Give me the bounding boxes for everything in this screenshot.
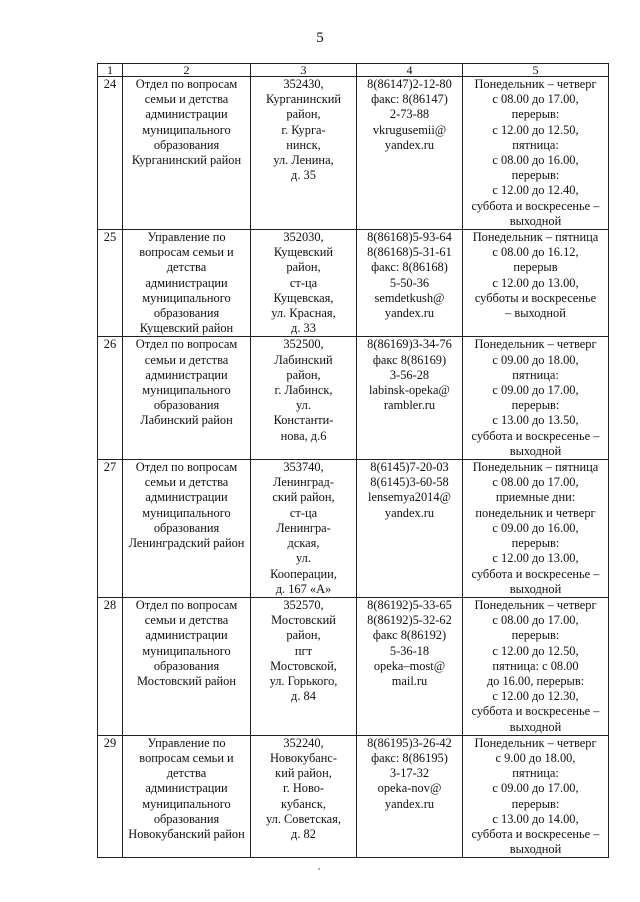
- org-line: семьи и детства: [144, 92, 229, 107]
- address-line: 352430,: [283, 77, 324, 91]
- contacts-line: факс: 8(86147): [371, 92, 448, 107]
- org-line: администрации: [145, 107, 228, 122]
- org-line: Отдел по вопросам: [135, 337, 238, 352]
- page-number: 5: [316, 30, 324, 46]
- contacts-line: rambler.ru: [383, 398, 436, 413]
- schedule-line: Понедельник – пятница: [472, 230, 599, 245]
- cell-schedule: [463, 337, 609, 460]
- address-line: Константи-: [273, 413, 334, 428]
- address-line: ул. Советская,: [266, 811, 341, 826]
- org-line: Новокубанский район: [128, 826, 245, 841]
- schedule-line: с 12.00 до 12.40,: [492, 183, 579, 198]
- schedule-line: до 16.00, перерыв:: [486, 673, 585, 688]
- contacts-line: yandex.ru: [384, 137, 435, 152]
- address-line: Мостовской,: [270, 658, 337, 673]
- address-line: д. 35: [291, 168, 316, 183]
- schedule-line: с 09.00 до 16.00,: [492, 520, 579, 535]
- schedule-line: субботы и воскресенье: [474, 290, 597, 305]
- row-number: 25: [98, 230, 123, 337]
- schedule-line: выходной: [509, 443, 562, 458]
- org-line: Мостовский район: [137, 673, 236, 688]
- column-header: 4: [357, 64, 463, 77]
- org-line: Лабинский район: [140, 413, 233, 428]
- address-line: д. 82: [291, 826, 316, 841]
- schedule-line: с 13.00 до 13.50,: [492, 413, 579, 428]
- schedule-line: с 08.00 до 17.00,: [492, 613, 579, 628]
- cell-org: [123, 230, 251, 337]
- org-line: муниципального: [142, 505, 231, 520]
- cell-contacts: [357, 230, 463, 337]
- table-row: [98, 735, 609, 858]
- address-line: Кооперации,: [270, 566, 337, 581]
- address-line: ул. Ленина,: [273, 153, 334, 168]
- schedule-line: суббота и воскресенье –: [471, 704, 600, 719]
- address-line: Кущевская,: [273, 290, 334, 305]
- contacts-line: 3-17-32: [389, 766, 430, 781]
- org-line: Отдел по вопросам: [135, 460, 238, 475]
- schedule-line: с 09.00 до 17.00,: [492, 383, 579, 398]
- cell-org: [123, 597, 251, 735]
- cell-contacts: [357, 460, 463, 598]
- address-line: д. 167 «А»: [275, 581, 332, 596]
- contacts-line: mail.ru: [391, 673, 428, 688]
- address-line: 352570,: [283, 597, 324, 612]
- column-header: 1: [98, 64, 123, 77]
- org-line: семьи и детства: [144, 613, 229, 628]
- schedule-line: суббота и воскресенье –: [471, 198, 600, 213]
- contacts-line: lensemya2014@: [368, 490, 451, 505]
- schedule-line: с 13.00 до 14.00,: [492, 811, 579, 826]
- row-number: 24: [98, 77, 123, 230]
- address-line: ст-ца: [289, 275, 318, 290]
- cell-address: [251, 230, 357, 337]
- cell-org: [123, 77, 251, 230]
- address-line: 352240,: [283, 735, 324, 750]
- schedule-line: суббота и воскресенье –: [471, 428, 600, 443]
- address-line: Ленингра-: [276, 520, 331, 535]
- address-line: пгт: [294, 643, 313, 658]
- contacts-line: 8(6145)3-60-58: [370, 475, 449, 490]
- contacts-line: 3-56-28: [389, 367, 430, 382]
- cell-contacts: [357, 735, 463, 858]
- schedule-line: с 09.00 до 17.00,: [492, 781, 579, 796]
- row-number: 26: [98, 337, 123, 460]
- org-line: образования: [153, 306, 220, 321]
- org-line: муниципального: [142, 290, 231, 305]
- address-line: Новокубанс-: [269, 750, 338, 765]
- schedule-line: перерыв: [513, 260, 558, 275]
- address-line: д. 84: [291, 689, 316, 704]
- schedule-line: перерыв:: [511, 628, 560, 643]
- schedule-line: Понедельник – четверг: [474, 337, 597, 352]
- row-number: 27: [98, 460, 123, 598]
- column-header: 2: [123, 64, 251, 77]
- org-line: образования: [153, 520, 220, 535]
- contacts-line: 8(86192)5-33-65: [367, 597, 452, 612]
- cell-schedule: [463, 735, 609, 858]
- schedule-line: с 08.00 до 17.00,: [492, 92, 579, 107]
- address-line: ул. Горького,: [269, 673, 338, 688]
- address-line: нова, д.6: [280, 428, 327, 443]
- schedule-line: выходной: [509, 213, 562, 228]
- address-line: район,: [286, 107, 321, 122]
- org-line: администрации: [145, 367, 228, 382]
- table-row: [98, 337, 609, 460]
- address-line: Лабинский: [274, 352, 333, 367]
- org-line: Управление по: [147, 735, 226, 750]
- schedule-line: выходной: [509, 842, 562, 857]
- contacts-line: 8(86195)3-26-42: [367, 735, 452, 750]
- row-number: 28: [98, 597, 123, 735]
- address-line: район,: [286, 628, 321, 643]
- org-line: образования: [153, 811, 220, 826]
- cell-address: [251, 337, 357, 460]
- org-line: образования: [153, 658, 220, 673]
- schedule-line: с 12.00 до 12.50,: [492, 122, 579, 137]
- address-line: ст-ца: [289, 505, 318, 520]
- address-line: д. 33: [291, 321, 316, 336]
- contacts-line: факс 8(86192): [372, 628, 447, 643]
- cell-schedule: [463, 597, 609, 735]
- address-line: нинск,: [286, 137, 321, 152]
- org-line: муниципального: [142, 122, 231, 137]
- cell-address: [251, 597, 357, 735]
- address-line: г. Лабинск,: [274, 383, 333, 398]
- schedule-line: с 12.00 до 13.00,: [492, 551, 579, 566]
- address-line: дская,: [287, 536, 320, 551]
- address-line: г. Ново-: [282, 781, 325, 796]
- contacts-line: yandex.ru: [384, 796, 435, 811]
- address-line: 353740,: [283, 460, 324, 475]
- contacts-line: opeka-nov@: [377, 781, 442, 796]
- schedule-line: Понедельник – четверг: [474, 597, 597, 612]
- cell-address: [251, 77, 357, 230]
- org-line: Курганинский район: [131, 153, 242, 168]
- contacts-line: 8(6145)7-20-03: [370, 460, 449, 475]
- address-line: Кущевский: [273, 245, 334, 260]
- schedule-line: с 08.00 до 17.00,: [492, 475, 579, 490]
- address-line: район,: [286, 260, 321, 275]
- contacts-line: semdetkush@: [374, 290, 445, 305]
- schedule-line: – выходной: [505, 306, 566, 321]
- schedule-line: пятница:: [512, 367, 559, 382]
- schedule-line: Понедельник – пятница: [472, 460, 599, 475]
- contacts-line: 5-36-18: [389, 643, 430, 658]
- contacts-line: 8(86168)5-93-64: [367, 230, 452, 245]
- address-line: г. Курга-: [281, 122, 326, 137]
- cell-address: [251, 735, 357, 858]
- contacts-line: факс 8(86169): [372, 352, 447, 367]
- schedule-line: выходной: [509, 581, 562, 596]
- contacts-line: 8(86192)5-32-62: [367, 613, 452, 628]
- schedule-line: с 12.00 до 13.00,: [492, 275, 579, 290]
- schedule-line: перерыв:: [511, 398, 560, 413]
- org-line: Управление по: [147, 230, 226, 245]
- schedule-line: суббота и воскресенье –: [471, 566, 600, 581]
- org-line: Кущевский район: [139, 321, 234, 336]
- org-line: муниципального: [142, 796, 231, 811]
- table-row: [98, 460, 609, 598]
- org-line: вопросам семьи и: [139, 245, 234, 260]
- contacts-line: opeka–most@: [373, 658, 446, 673]
- cell-schedule: [463, 460, 609, 598]
- table-row: [98, 597, 609, 735]
- address-line: кий район,: [275, 766, 332, 781]
- org-line: детства: [166, 766, 207, 781]
- contacts-line: 2-73-88: [389, 107, 430, 122]
- org-line: детства: [166, 260, 207, 275]
- schedule-line: перерыв:: [511, 107, 560, 122]
- org-line: семьи и детства: [144, 475, 229, 490]
- org-line: администрации: [145, 628, 228, 643]
- address-line: Ленинград-: [273, 475, 334, 490]
- schedule-line: с 09.00 до 18.00,: [492, 352, 579, 367]
- cell-contacts: [357, 337, 463, 460]
- address-line: Мостовский: [271, 613, 336, 628]
- cell-org: [123, 337, 251, 460]
- org-line: администрации: [145, 490, 228, 505]
- contacts-line: labinsk-opeka@: [369, 383, 450, 398]
- org-line: Отдел по вопросам: [135, 77, 238, 91]
- contacts-line: 8(86147)2-12-80: [367, 77, 452, 91]
- contacts-line: 8(86168)5-31-61: [367, 245, 452, 260]
- org-line: Ленинградский район: [128, 536, 245, 551]
- org-line: муниципального: [142, 383, 231, 398]
- contacts-line: факс: 8(86168): [371, 260, 448, 275]
- org-line: образования: [153, 398, 220, 413]
- column-header: 5: [463, 64, 609, 77]
- contacts-line: факс: 8(86195): [371, 750, 448, 765]
- schedule-line: понедельник и четверг: [475, 505, 596, 520]
- cell-schedule: [463, 230, 609, 337]
- header-row: [98, 64, 609, 77]
- org-line: вопросам семьи и: [139, 750, 234, 765]
- org-line: образования: [153, 137, 220, 152]
- cell-org: [123, 460, 251, 598]
- cell-contacts: [357, 77, 463, 230]
- schedule-line: пятница: с 08.00: [492, 658, 579, 673]
- schedule-line: пятница:: [512, 137, 559, 152]
- contacts-line: 8(86169)3-34-76: [367, 337, 452, 352]
- cell-address: [251, 460, 357, 598]
- cell-org: [123, 735, 251, 858]
- address-line: ул.: [296, 551, 311, 566]
- schedule-line: перерыв:: [511, 168, 560, 183]
- schedule-line: выходной: [509, 719, 562, 734]
- address-line: 352030,: [283, 230, 324, 245]
- address-line: ул.: [296, 398, 311, 413]
- address-line: ский район,: [272, 490, 335, 505]
- cell-contacts: [357, 597, 463, 735]
- address-line: кубанск,: [281, 796, 326, 811]
- table-row: [98, 230, 609, 337]
- contacts-line: yandex.ru: [384, 306, 435, 321]
- schedule-line: приемные дни:: [495, 490, 576, 505]
- column-header: 3: [251, 64, 357, 77]
- contacts-line: vkrugusemii@: [372, 122, 447, 137]
- schedule-line: Понедельник – четверг: [474, 735, 597, 750]
- org-line: Отдел по вопросам: [135, 597, 238, 612]
- address-line: район,: [286, 367, 321, 382]
- contacts-line: yandex.ru: [384, 505, 435, 520]
- schedule-line: с 08.00 до 16.12,: [492, 245, 579, 260]
- scan-speck: [318, 868, 320, 870]
- schedule-line: с 12.00 до 12.30,: [492, 689, 579, 704]
- table-row: [98, 77, 609, 230]
- schedule-line: с 12.00 до 12.50,: [492, 643, 579, 658]
- address-line: ул. Красная,: [271, 306, 336, 321]
- row-number: 29: [98, 735, 123, 858]
- org-line: муниципального: [142, 643, 231, 658]
- schedule-line: перерыв:: [511, 796, 560, 811]
- cell-schedule: [463, 77, 609, 230]
- org-line: семьи и детства: [144, 352, 229, 367]
- contacts-table: [97, 63, 609, 858]
- org-line: администрации: [145, 275, 228, 290]
- address-line: Курганинский: [266, 92, 341, 107]
- schedule-line: пятница:: [512, 766, 559, 781]
- schedule-line: перерыв:: [511, 536, 560, 551]
- schedule-line: с 9.00 до 18.00,: [495, 750, 576, 765]
- schedule-line: Понедельник – четверг: [474, 77, 597, 91]
- address-line: 352500,: [283, 337, 324, 352]
- org-line: администрации: [145, 781, 228, 796]
- contacts-line: 5-50-36: [389, 275, 430, 290]
- schedule-line: суббота и воскресенье –: [471, 826, 600, 841]
- schedule-line: с 08.00 до 16.00,: [492, 153, 579, 168]
